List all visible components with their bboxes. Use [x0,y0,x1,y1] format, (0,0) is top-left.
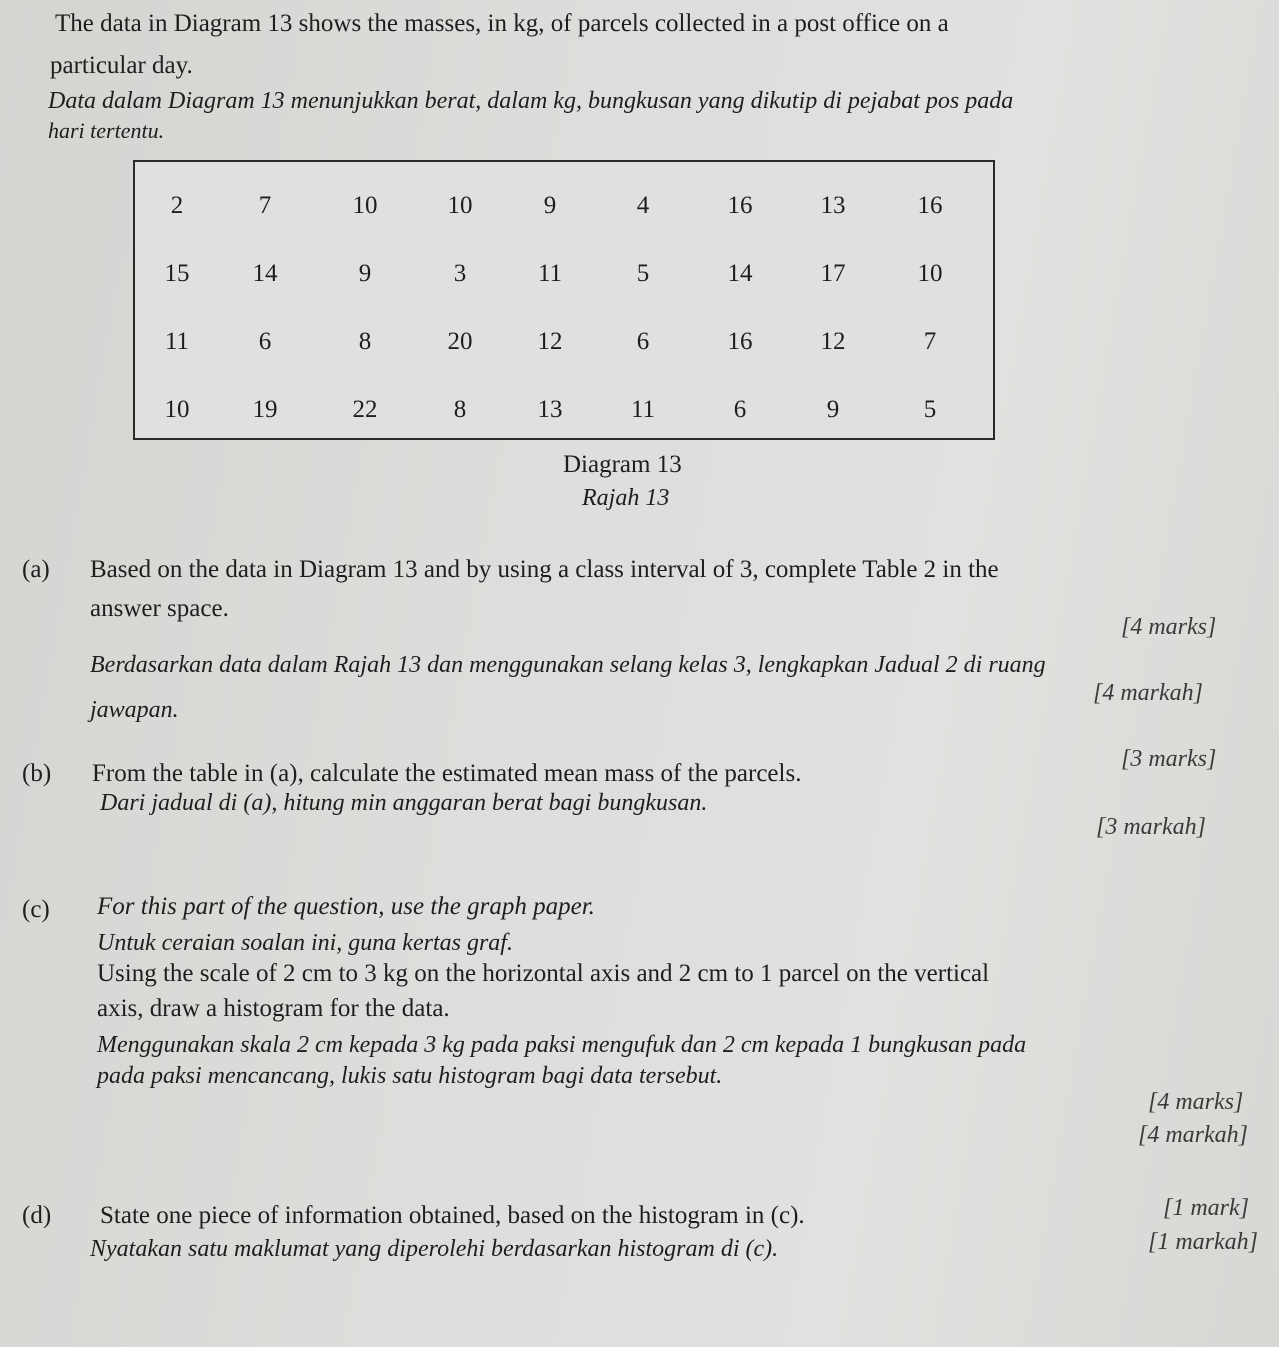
part-c-line2: Untuk ceraian soalan ini, guna kertas graf. [97,930,513,956]
diagram-row [135,192,993,222]
diagram-cell: 6 [636,328,650,355]
diagram-cell: 10 [164,396,190,423]
part-b-en: From the table in (a), calculate the estimated mean mass of the parcels. [92,760,802,787]
part-c-line3: Using the scale of 2 cm to 3 kg on the horizontal axis and 2 cm to 1 parcel on the vertical [97,960,990,987]
part-d-marks-en: [1 mark] [1163,1195,1250,1221]
diagram-row [135,396,993,426]
intro-ms-line1: Data dalam Diagram 13 menunjukkan berat, dalam kg, bungkusan yang dikutip di pejabat pos pada [48,88,1014,114]
part-c-marks-ms: [4 markah] [1138,1122,1249,1148]
part-a-ms-line1: Berdasarkan data dalam Rajah 13 dan menggunakan selang kelas 3, lengkapkan Jadual 2 di ruang [90,652,1046,678]
part-c-line4: axis, draw a histogram for the data. [97,995,450,1022]
part-b-ms: Dari jadual di (a), hitung min anggaran berat bagi bungkusan. [100,790,708,816]
intro-en-line1: The data in Diagram 13 shows the masses, in kg, of parcels collected in a post office on a [55,10,949,37]
diagram-cell: 9 [358,260,372,287]
part-c-line6: pada paksi mencancang, lukis satu histogram bagi data tersebut. [97,1063,723,1089]
part-b-marks-en: [3 marks] [1121,746,1217,772]
part-c-marks-en: [4 marks] [1148,1089,1244,1115]
diagram-cell: 8 [358,328,372,355]
diagram-cell: 10 [447,192,473,219]
diagram-cell: 9 [543,192,557,219]
intro-en-line2: particular day. [50,52,193,79]
diagram-13-data-table [133,160,995,440]
diagram-cell: 16 [917,192,943,219]
diagram-cell: 5 [636,260,650,287]
diagram-cell: 5 [923,396,937,423]
part-a-marks-ms: [4 markah] [1093,680,1204,706]
diagram-cell: 22 [352,396,378,423]
diagram-cell: 7 [258,192,272,219]
diagram-cell: 13 [537,396,563,423]
diagram-cell: 7 [923,328,937,355]
diagram-cell: 10 [917,260,943,287]
diagram-cell: 16 [727,328,753,355]
part-b-marks-ms: [3 markah] [1096,814,1207,840]
diagram-cell: 13 [820,192,846,219]
part-d-marks-ms: [1 markah] [1148,1229,1259,1255]
part-a-en-line2: answer space. [90,595,229,622]
part-d-label: (d) [22,1202,52,1229]
diagram-cell: 11 [630,396,656,423]
diagram-row [135,328,993,358]
part-b-label: (b) [22,760,52,787]
diagram-cell: 3 [453,260,467,287]
diagram-cell: 12 [820,328,846,355]
part-a-en-line1: Based on the data in Diagram 13 and by using a class interval of 3, complete Table 2 in the [90,556,999,583]
part-d-ms: Nyatakan satu maklumat yang diperolehi berdasarkan histogram di (c). [90,1236,779,1262]
part-c-line5: Menggunakan skala 2 cm kepada 3 kg pada paksi mengufuk dan 2 cm kepada 1 bungkusan pada [97,1032,1027,1058]
part-c-label: (c) [22,896,50,923]
diagram-cell: 9 [826,396,840,423]
diagram-cell: 16 [727,192,753,219]
diagram-cell: 6 [733,396,747,423]
diagram-cell: 11 [164,328,190,355]
part-a-label: (a) [22,556,50,583]
intro-ms-line2: hari tertentu. [48,118,165,143]
diagram-cell: 10 [352,192,378,219]
diagram-cell: 15 [164,260,190,287]
diagram-cell: 2 [170,192,184,219]
diagram-row [135,260,993,290]
part-d-en: State one piece of information obtained, based on the histogram in (c). [100,1202,805,1229]
diagram-cell: 6 [258,328,272,355]
diagram-cell: 20 [447,328,473,355]
diagram-cell: 17 [820,260,846,287]
diagram-caption-en: Diagram 13 [563,451,682,478]
part-a-ms-line2: jawapan. [90,697,179,723]
part-a-marks-en: [4 marks] [1121,614,1217,640]
diagram-cell: 14 [252,260,278,287]
diagram-cell: 8 [453,396,467,423]
diagram-caption-ms: Rajah 13 [582,485,670,511]
diagram-cell: 4 [636,192,650,219]
diagram-cell: 11 [537,260,563,287]
diagram-cell: 12 [537,328,563,355]
part-c-line1: For this part of the question, use the graph paper. [97,893,595,920]
diagram-cell: 14 [727,260,753,287]
diagram-cell: 19 [252,396,278,423]
